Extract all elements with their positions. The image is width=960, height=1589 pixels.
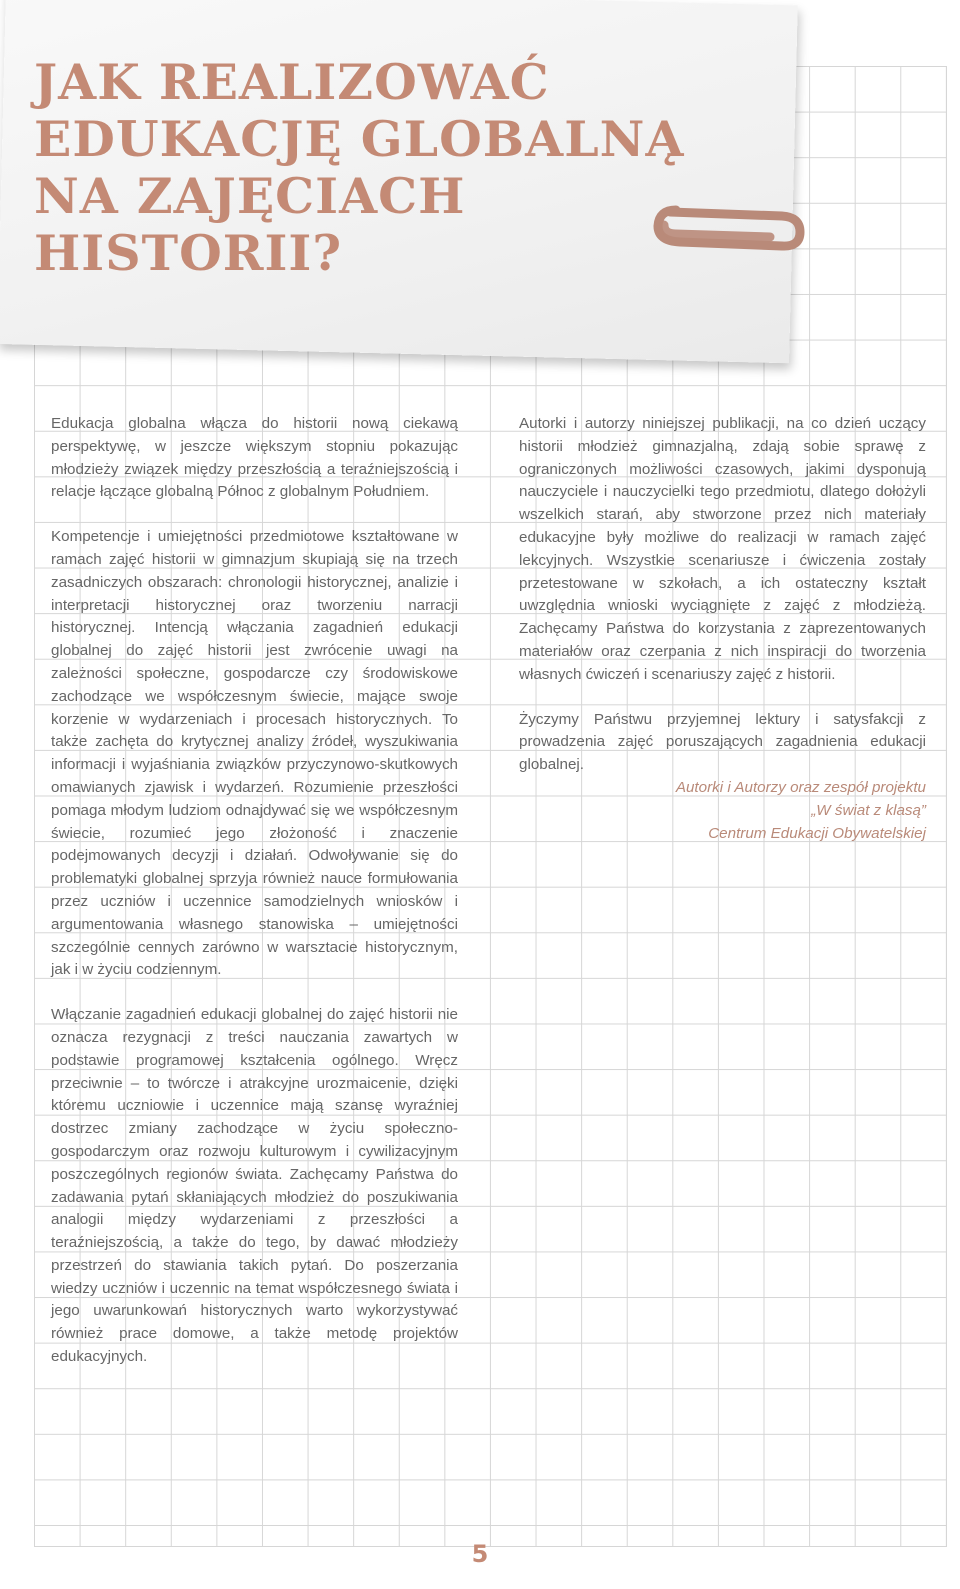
signature (519, 777, 926, 845)
title-line: EDUKACJĘ GLOBALNĄ (34, 110, 685, 168)
page-title (34, 54, 684, 282)
signature-line: Centrum Edukacji Obywatelskiej (708, 824, 926, 842)
title-line: HISTORII? (34, 224, 343, 282)
left-column (51, 413, 458, 1369)
signature-line: Autorki i Autorzy oraz zespół projektu (675, 778, 926, 796)
title-line: NA ZAJĘCIACH (34, 167, 466, 225)
paragraph: Życzymy Państwu przyjemnej lektury i satysfakcji z prowadzenia zajęć poruszających zagadnienia edukacji globalnej. (519, 710, 926, 774)
right-column (519, 413, 926, 845)
page-number: 5 (471, 1540, 489, 1568)
paragraph: Kompetencje i umiejętności przedmiotowe kształtowane w ramach zajęć historii w gimnazjum skupiają się na trzech zasadniczych obszarach: chronologii historycznej, analizie i interpretacji historycznej oraz tworzeniu narracji historycznej. Intencją włączania zagadnień edukacji globalnej do zajęć historii jest zwrócenie uwagi na zależności społeczne, gospodarcze czy środowiskowe zachodzące we współczesnym świecie, mające swoje korzenie w wydarzeniach i procesach historycznych. To także zachęta do krytycznej analizy źródeł, wyszukiwania informacji i wyjaśniania związków przyczynowo-skutkowych omawianych zjawisk i wydarzeń. Rozumienie przeszłości pomaga młodym ludziom odnajdywać się we współczesnym świecie, rozumieć jego złożoność i znaczenie podejmowanych decyzji i działań. Odwoływanie się do problematyki globalnej sprzyja również nauce formułowania przez uczniów i uczennice samodzielnych wniosków i argumentowania własnego stanowiska – umiejętności szczególnie cennych zarówno w warsztacie historycznym, jak i w życiu codziennym. (51, 528, 458, 979)
signature-line: „W świat z klasą” (811, 801, 926, 819)
paragraph: Edukacja globalna włącza do historii nową ciekawą perspektywę, w jeszcze większym stopniu pokazując młodzieży związek między przeszłością a teraźniejszością i relacje łączące globalną Północ z globalnym Południem. (51, 415, 458, 501)
title-line: JAK REALIZOWAĆ (34, 53, 550, 111)
paragraph: Autorki i autorzy niniejszej publikacji, na co dzień uczący historii młodzież gimnazjalną, zdają sobie sprawę z ograniczonych możliwości czasowych, jakimi dysponują nauczyciele i nauczycielki tego przedmiotu, dlatego dołożyli wszelkich starań, aby stworzone przez nich materiały edukacyjne były możliwe do realizacji w ramach zajęć lekcyjnych. Wszystkie scenariusze i ćwiczenia zostały przetestowane w szkołach, a ich ostateczny kształt uwzględnia wnioski wyciągnięte z zajęć z młodzieżą. Zachęcamy Państwa do korzystania z zaprezentowanych materiałów oraz czerpania z nich inspiracji do tworzenia własnych ćwiczeń i scenariuszy zajęć z historii. (519, 415, 926, 683)
paragraph: Włączanie zagadnień edukacji globalnej do zajęć historii nie oznacza rezygnacji z treści nauczania zawartych w podstawie programowej kształcenia ogólnego. Wręcz przeciwnie – to twórcze i atrakcyjne urozmaicenie, dzięki któremu uczniowie i uczennice mają szansę wyraźniej dostrzec zmiany zachodzące w życiu społeczno-gospodarczym oraz rozwoju kulturowym i cywilizacyjnym poszczególnych regionów świata. Zachęcamy Państwa do zadawania pytań skłaniających młodzież do poszukiwania analogii między wydarzeniami z przeszłości a teraźniejszością, a także do tego, by dawać młodzieży przestrzeń do stawiania takich pytań. Do poszerzania wiedzy uczniów i uczennic na temat współczesnego świata i jego uwarunkowań historycznych warto wykorzystywać również prace domowe, a także metodę projektów edukacyjnych. (51, 1006, 458, 1366)
